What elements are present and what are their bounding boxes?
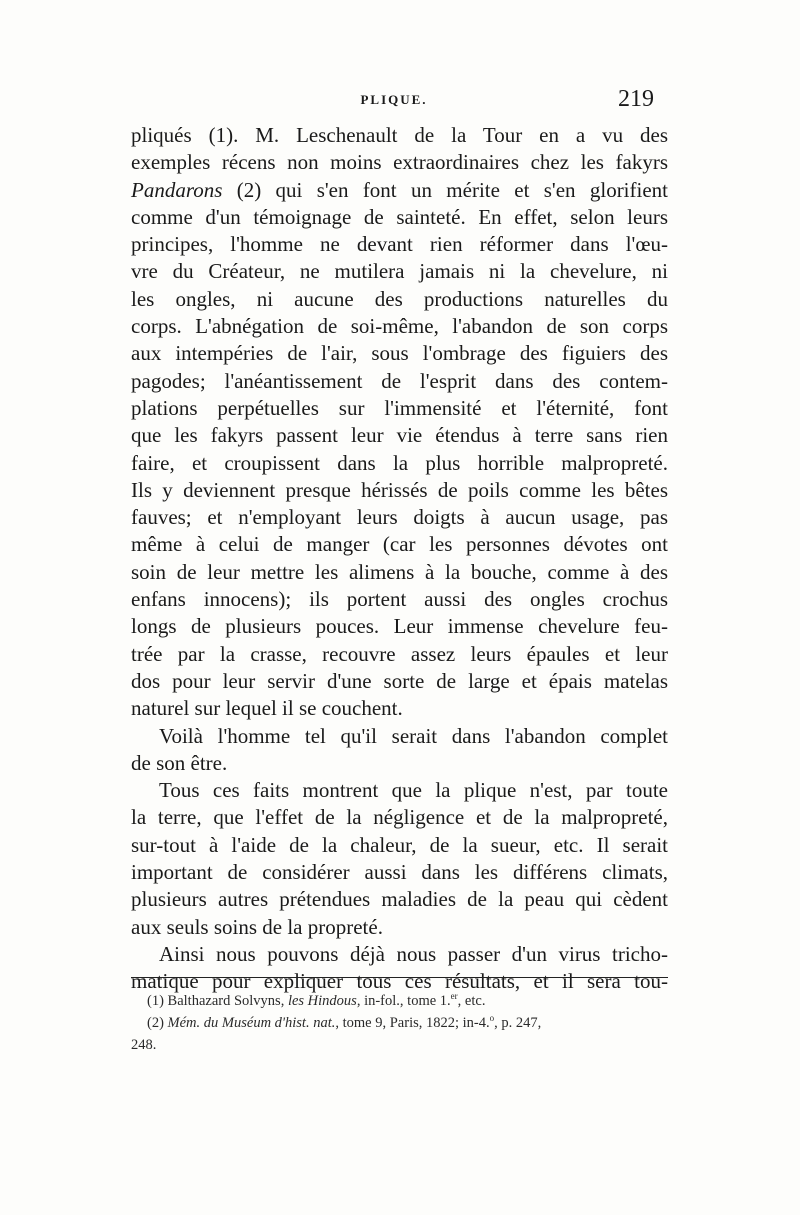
text-segment: , p. 247, [494,1015,542,1031]
superscript: o [489,1013,495,1024]
footnote [131,1012,668,1034]
text-line: principes, l'homme ne devant rien réformer dans l'œu- [131,232,668,257]
text-segment: (2) qui s'en font un mérite et s'en glorifient [222,177,668,202]
text-segment: , in-fol., tome 1. [356,993,451,1009]
text-line: aux seuls soins de la propreté. [131,914,383,939]
text-line: sur-tout à l'aide de la chaleur, de la sueur, etc. Il serait [131,832,668,857]
text-line: enfans innocens); ils portent aussi des ongles crochus [131,587,668,612]
text-line: trée par la crasse, recouvre assez leurs épaules et leur [131,641,668,666]
text-line: vre du Créateur, ne mutilera jamais ni la chevelure, ni [131,259,668,284]
page-number: 219 [618,86,654,112]
text-line: plations perpétuelles sur l'immensité et l'éternité, font [131,395,668,420]
footnote [131,990,668,1012]
text-line: faire, et croupissent dans la plus horrible malpropreté. [131,450,668,475]
text-line: aux intempéries de l'air, sous l'ombrage des figuiers des [131,341,668,366]
italic-text: Mém. du Muséum d'hist. nat. [167,1015,336,1031]
italic-text: les Hindous [287,993,357,1009]
body-text [131,122,668,996]
text-segment: (1) Balthazard Solvyns, [147,993,288,1009]
text-line: important de considérer aussi dans les différens climats, [131,860,668,885]
text-line: Voilà l'homme tel qu'il serait dans l'abandon complet [159,723,668,748]
text-line: Tous ces faits montrent que la plique n'est, par toute [159,778,668,803]
text-line [131,177,668,204]
text-line: dos pour leur servir d'une sorte de large et épais matelas [131,668,668,693]
text-line: fauves; et n'employant leurs doigts à aucun usage, pas [131,505,668,530]
text-line: matique pour expliquer tous ces résultats, et il sera tou- [131,969,668,994]
text-line: la terre, que l'effet de la négligence et de la malpropreté, [131,805,668,830]
text-segment: , tome 9, Paris, 1822; in-4. [335,1015,490,1031]
superscript: er [450,991,458,1002]
text-line: naturel sur lequel il se couchent. [131,696,403,721]
text-line: les ongles, ni aucune des productions naturelles du [131,286,668,311]
text-line: même à celui de manger (car les personnes dévotes ont [131,532,668,557]
text-line: Ils y deviennent presque hérissés de poils comme les bêtes [131,477,668,502]
text-line: longs de plusieurs pouces. Leur immense chevelure feu- [131,614,668,639]
footnote-rule [131,977,668,978]
text-segment: 248. [131,1037,157,1053]
text-line: de son être. [131,750,228,775]
text-line: pliqués (1). M. Leschenault de la Tour en a vu des [131,123,668,147]
italic-text: Pandarons [131,177,223,202]
text-segment: (2) [147,1015,168,1031]
footnote [131,1034,668,1056]
text-line: corps. L'abnégation de soi-même, l'abandon de son corps [131,314,668,339]
text-line: exemples récens non moins extraordinaires chez les fakyrs [131,150,668,175]
text-line: Ainsi nous pouvons déjà nous passer d'un virus tricho- [159,941,668,966]
text-line: plusieurs autres prétendues maladies de la peau qui cèdent [131,887,668,912]
text-segment: , etc. [457,993,486,1009]
footnotes [131,990,668,1056]
text-line: que les fakyrs passent leur vie étendus à terre sans rien [131,423,668,448]
text-line: pagodes; l'anéantissement de l'esprit dans des contem- [131,368,668,393]
text-line: comme d'un témoignage de sainteté. En effet, selon leurs [131,204,668,229]
running-head: PLIQUE. [360,92,428,107]
text-line: soin de leur mettre les alimens à la bouche, comme à des [131,559,668,584]
page-header [132,86,656,116]
